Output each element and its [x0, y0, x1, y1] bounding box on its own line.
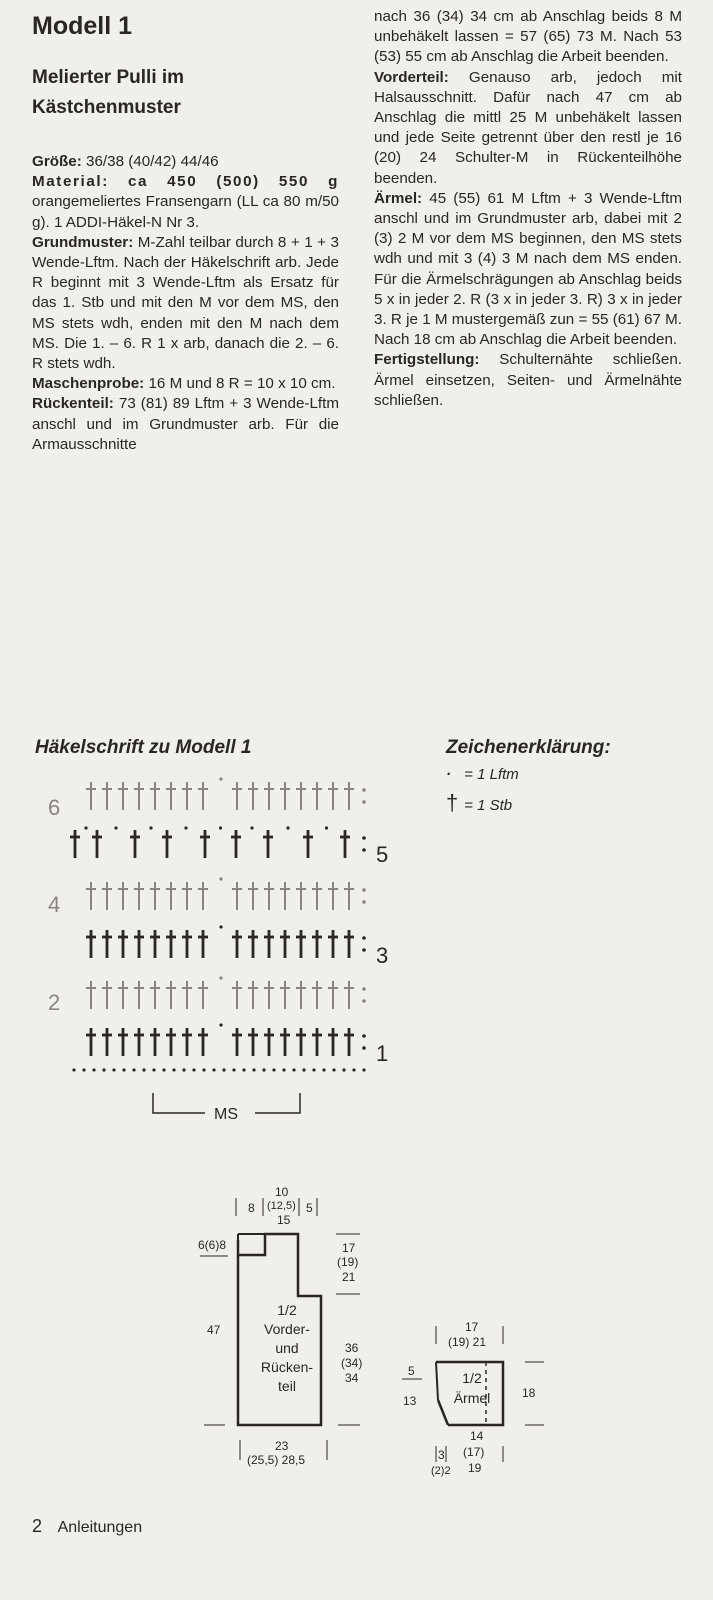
paragraph-back: Rückenteil: 73 (81) 89 Lftm + 3 Wende-Lftm anschl und im Grundmuster arb. Für die Armausschnitte	[32, 395, 339, 453]
chain-stitch-icon	[132, 1068, 135, 1071]
crochet-chart-title: Häkelschrift zu Modell 1	[35, 737, 252, 758]
chain-stitch-icon	[142, 1068, 145, 1071]
row-number-2: 2	[48, 990, 61, 1015]
svg-text:21: 21	[342, 1270, 356, 1284]
chain-stitch-icon	[302, 1068, 305, 1071]
chain-stitch-icon	[114, 826, 117, 829]
chain-stitch-icon	[72, 1068, 75, 1071]
row-end-dot-icon	[362, 800, 366, 804]
svg-text:(2)2: (2)2	[431, 1465, 451, 1477]
svg-text:10: 10	[275, 1185, 289, 1199]
svg-text:17: 17	[465, 1320, 479, 1334]
chain-stitch-icon	[192, 1068, 195, 1071]
paragraph-back-cont: nach 36 (34) 34 cm ab Anschlag beids 8 M unbehäkelt lassen = 57 (65) 73 M. Nach 53 (53) 55 cm ab Anschlag die Arbeit beenden.	[374, 8, 682, 66]
paragraph-front: Vorderteil: Genauso arb, jedoch mit Halsausschnitt. Dafür nach 47 cm ab Anschlag die mittl 25 M unbehäkelt lassen und jede Seite getrennt über den restl je 16 (20) 24 Schulter-M in Rückenteilhöhe beenden.	[374, 68, 682, 187]
page-number: 2	[32, 1516, 43, 1536]
row-end-dot-icon	[362, 948, 366, 952]
row-number-6: 6	[48, 795, 61, 820]
svg-text:(12,5): (12,5)	[267, 1200, 296, 1212]
chain-stitch-icon	[312, 1068, 315, 1071]
paragraph-sleeve: Ärmel: 45 (55) 61 M Lftm + 3 Wende-Lftm anschl und im Grundmuster arb, dabei mit 2 (3) 2 M vor dem MS beginnen, den MS stets wdh und mit 3 (4) 3 M nach dem MS enden. Für die Ärmelschrägungen ab Anschlag beids 5 x in jeder 2. R (3 x in jeder 3. R) 3 x in jeder 3. R je 1 M mustergemäß zun = 55 (61) 67 M. Nach 18 cm ab Anschlag die Arbeit beenden.	[374, 189, 682, 349]
chain-stitch-icon	[112, 1068, 115, 1071]
svg-text:3: 3	[438, 1448, 445, 1462]
row-end-dot-icon	[362, 900, 366, 904]
svg-text:17: 17	[342, 1241, 356, 1255]
chain-stitch-icon	[184, 826, 187, 829]
row-number-4: 4	[48, 892, 61, 917]
legend-text: = 1 Stb	[464, 797, 513, 814]
row-end-dot-icon	[362, 1034, 366, 1038]
chain-stitch-icon	[219, 976, 222, 979]
crochet-stitch-chart	[70, 777, 366, 1071]
svg-text:1/2: 1/2	[462, 1370, 482, 1386]
chain-stitch-icon	[232, 1068, 235, 1071]
svg-text:6(6)8: 6(6)8	[198, 1238, 227, 1252]
svg-text:18: 18	[522, 1386, 536, 1400]
svg-text:36: 36	[345, 1341, 359, 1355]
ms-label: MS	[214, 1106, 238, 1123]
svg-text:Rücken-: Rücken-	[260, 1359, 314, 1375]
chain-stitch-icon	[322, 1068, 325, 1071]
row-number-3: 3	[376, 943, 389, 968]
chain-stitch-icon	[82, 1068, 85, 1071]
row-end-dot-icon	[362, 936, 366, 940]
chain-stitch-icon	[219, 925, 222, 928]
chain-stitch-icon	[332, 1068, 335, 1071]
chain-stitch-icon	[222, 1068, 225, 1071]
svg-text:5: 5	[408, 1364, 415, 1378]
row-end-dot-icon	[362, 848, 366, 852]
svg-text:8: 8	[248, 1201, 255, 1215]
chain-stitch-icon	[172, 1068, 175, 1071]
svg-text:47: 47	[207, 1323, 221, 1337]
chain-stitch-icon	[92, 1068, 95, 1071]
chain-stitch-icon	[162, 1068, 165, 1071]
chain-stitch-icon	[212, 1068, 215, 1071]
chain-stitch-icon	[262, 1068, 265, 1071]
svg-text:15: 15	[277, 1213, 291, 1227]
row-number-5: 5	[376, 842, 389, 867]
chain-symbol-icon: ·	[446, 766, 451, 783]
chain-stitch-icon	[219, 877, 222, 880]
legend-text: = 1 Lftm	[464, 766, 519, 783]
chain-stitch-icon	[149, 826, 152, 829]
legend-title: Zeichenerklärung:	[446, 737, 611, 758]
sleeve-schematic	[402, 1320, 544, 1477]
chain-stitch-icon	[102, 1068, 105, 1071]
svg-text:19: 19	[468, 1461, 482, 1475]
svg-text:1/2: 1/2	[277, 1302, 297, 1318]
row-end-dot-icon	[362, 1046, 366, 1050]
chain-stitch-icon	[272, 1068, 275, 1071]
chain-stitch-icon	[292, 1068, 295, 1071]
row-end-dot-icon	[362, 999, 366, 1003]
paragraph-material: Material: ca 450 (500) 550 g orangemeliertes Fransengarn (LL ca 80 m/50 g). 1 ADDI-Häkel-N Nr 3.	[32, 173, 339, 231]
paragraph-size: Größe: 36/38 (40/42) 44/46	[32, 153, 219, 170]
row-end-dot-icon	[362, 836, 366, 840]
subtitle-line: Kästchenmuster	[32, 97, 181, 118]
chain-stitch-icon	[182, 1068, 185, 1071]
chain-stitch-icon	[219, 826, 222, 829]
svg-text:teil: teil	[278, 1378, 296, 1394]
chain-stitch-icon	[84, 826, 87, 829]
svg-text:Vorder-: Vorder-	[264, 1321, 310, 1337]
svg-text:34: 34	[345, 1371, 359, 1385]
chain-stitch-icon	[250, 826, 253, 829]
svg-text:13: 13	[403, 1394, 417, 1408]
chain-stitch-icon	[282, 1068, 285, 1071]
svg-text:(19): (19)	[337, 1255, 359, 1269]
row-end-dot-icon	[362, 987, 366, 991]
svg-text:23: 23	[275, 1439, 289, 1453]
chain-stitch-icon	[219, 777, 222, 780]
row-number-1: 1	[376, 1041, 389, 1066]
svg-text:14: 14	[470, 1429, 484, 1443]
page-footer	[32, 1516, 142, 1537]
body-schematic	[198, 1185, 362, 1467]
svg-text:5: 5	[306, 1201, 313, 1215]
chain-stitch-icon	[219, 1023, 222, 1026]
row-end-dot-icon	[362, 788, 366, 792]
page-title: Modell 1	[32, 12, 133, 40]
svg-text:(17): (17)	[463, 1445, 485, 1459]
svg-text:(34): (34)	[341, 1356, 363, 1370]
row-end-dot-icon	[362, 888, 366, 892]
chain-stitch-icon	[202, 1068, 205, 1071]
svg-text:Ärmel: Ärmel	[453, 1390, 491, 1406]
svg-text:und: und	[275, 1340, 299, 1356]
double-crochet-symbol-icon: †	[446, 790, 459, 815]
footer-section: Anleitungen	[57, 1519, 143, 1536]
chain-stitch-icon	[252, 1068, 255, 1071]
chain-stitch-icon	[342, 1068, 345, 1071]
paragraph-gauge: Maschenprobe: 16 M und 8 R = 10 x 10 cm.	[32, 375, 336, 393]
chain-stitch-icon	[352, 1068, 355, 1071]
chain-stitch-icon	[122, 1068, 125, 1071]
chain-stitch-icon	[286, 826, 289, 829]
paragraph-pattern: Grundmuster: M-Zahl teilbar durch 8 + 1 + 3 Wende-Lftm. Nach der Häkelschrift arb. Jede R beginnt mit 3 Wende-Lftm als Ersatz für das 1. Stb und mit den M vor dem MS, den MS stets wdh, enden mit den M nach dem MS. Die 1. – 6. R 1 x arb, danach die 2. – 6. R stets wdh.	[32, 233, 339, 373]
svg-text:(25,5) 28,5: (25,5) 28,5	[247, 1453, 306, 1467]
svg-text:(19) 21: (19) 21	[448, 1335, 487, 1349]
chain-stitch-icon	[325, 826, 328, 829]
chain-stitch-icon	[362, 1068, 365, 1071]
paragraph-finishing: Fertigstellung: Schulternähte schließen. Ärmel einsetzen, Seiten- und Ärmelnähte schließen.	[374, 351, 682, 409]
chain-stitch-icon	[152, 1068, 155, 1071]
chain-stitch-icon	[242, 1068, 245, 1071]
subtitle-line: Melierter Pulli im	[32, 67, 185, 88]
